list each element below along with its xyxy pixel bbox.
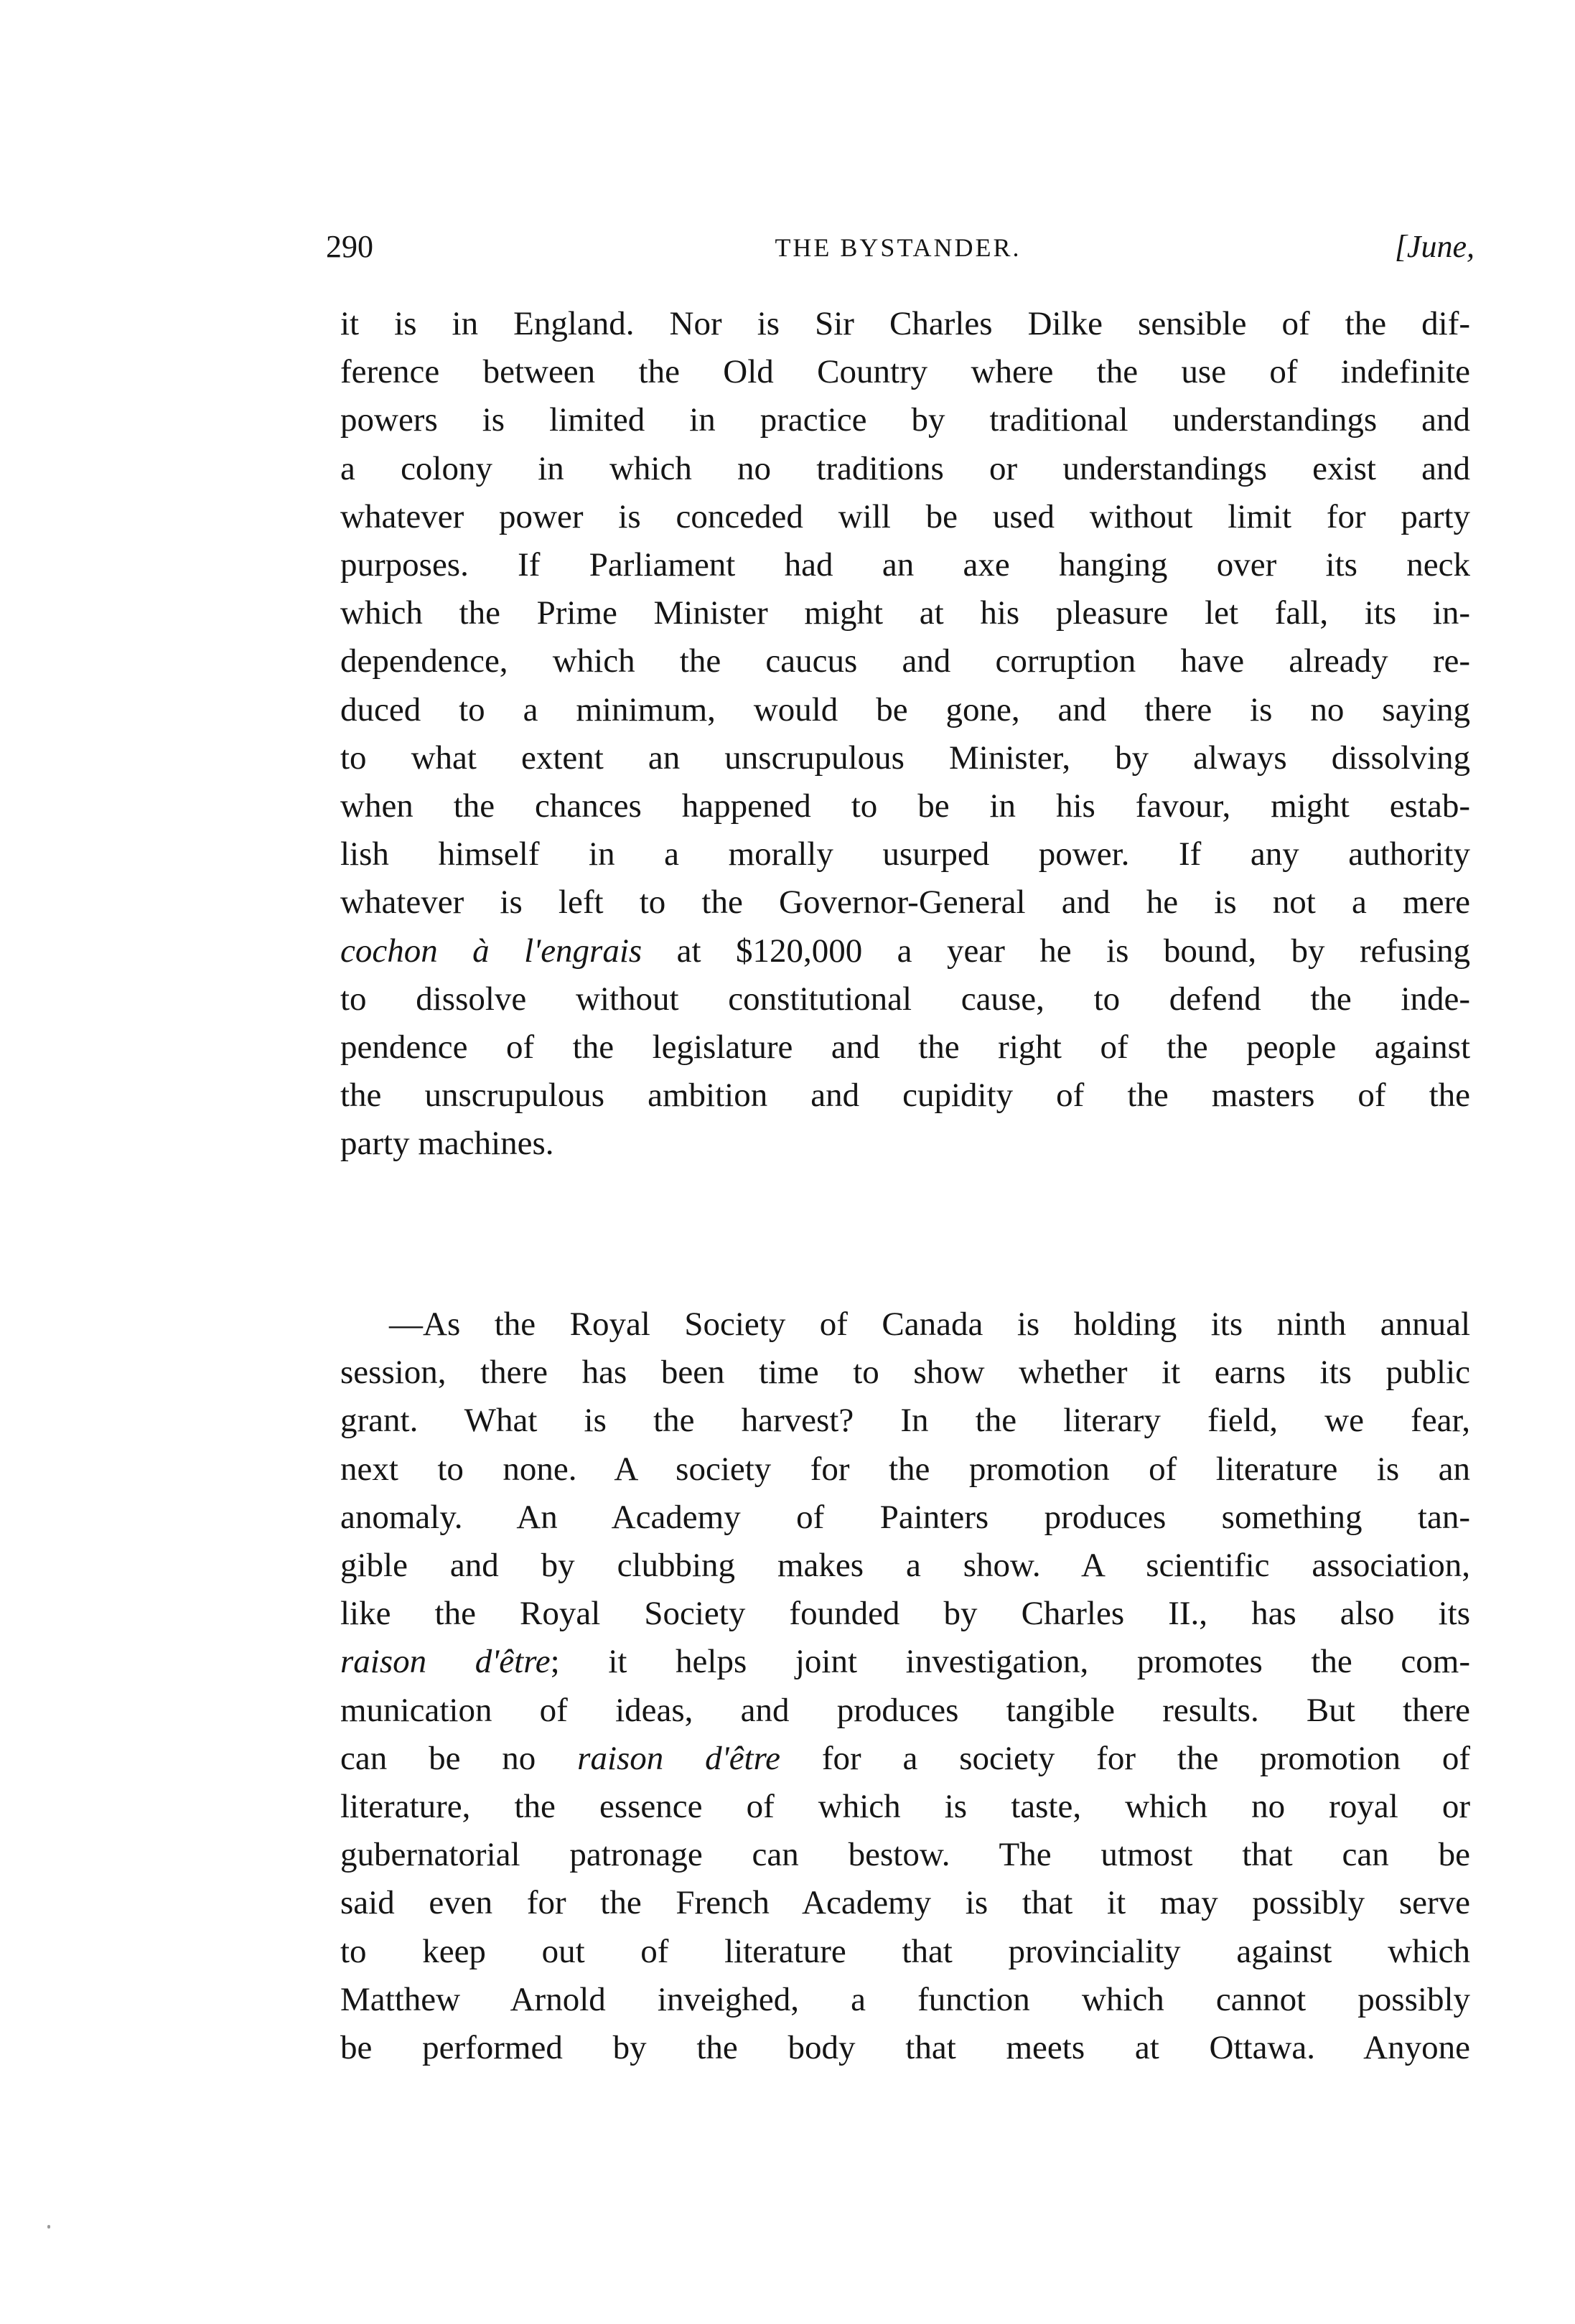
text-line: ference between the Old Country where the use of indefinite bbox=[340, 353, 1470, 391]
text-line: whatever is left to the Governor-General and he is not a mere bbox=[340, 884, 1470, 922]
text-line: to dissolve without constitutional cause, to defend the inde- bbox=[340, 980, 1470, 1018]
text-line: the unscrupulous ambition and cupidity of the masters of the bbox=[340, 1077, 1470, 1115]
scan-speck bbox=[47, 2225, 50, 2229]
text-line: it is in England. Nor is Sir Charles Dilke sensible of the dif- bbox=[340, 305, 1470, 342]
running-header bbox=[322, 228, 1474, 271]
text-line: Matthew Arnold inveighed, a function which cannot possibly bbox=[340, 1980, 1470, 2018]
text-line: when the chances happened to be in his favour, might estab- bbox=[340, 787, 1470, 825]
text-line: —As the Royal Society of Canada is holding its ninth annual bbox=[389, 1306, 1470, 1343]
text-line: said even for the French Academy is that it may possibly serve bbox=[340, 1884, 1470, 1922]
running-title: THE BYSTANDER. bbox=[775, 233, 1022, 262]
text-line: party machines. bbox=[340, 1125, 554, 1163]
text-line: anomaly. An Academy of Painters produces something tan- bbox=[340, 1498, 1470, 1536]
italic-phrase: raison d'être bbox=[340, 1643, 551, 1681]
text-line: next to none. A society for the promotion of literature is an bbox=[340, 1450, 1470, 1488]
text-line: like the Royal Society founded by Charles II., has also its bbox=[340, 1595, 1470, 1633]
text-line: lish himself in a morally usurped power. If any authority bbox=[340, 835, 1470, 873]
text-segment: ; it helps joint investigation, promotes the com- bbox=[550, 1643, 1470, 1681]
text-line: to keep out of literature that provinciality against which bbox=[340, 1932, 1470, 1970]
text-line: dependence, which the caucus and corruption have already re- bbox=[340, 642, 1470, 680]
paragraph-royal-society bbox=[340, 1301, 1470, 2072]
text-line: powers is limited in practice by traditional understandings and bbox=[340, 401, 1470, 439]
text-line: session, there has been time to show whether it earns its public bbox=[340, 1354, 1470, 1392]
text-line: grant. What is the harvest? In the literary field, we fear, bbox=[340, 1402, 1470, 1440]
text-line-mixed bbox=[340, 927, 1470, 975]
text-line: be performed by the body that meets at Ottawa. Anyone bbox=[340, 2029, 1470, 2067]
text-line: purposes. If Parliament had an axe hanging over its neck bbox=[340, 546, 1470, 584]
text-line-mixed bbox=[340, 1638, 1470, 1686]
text-segment: can be no bbox=[340, 1739, 536, 1777]
text-line: which the Prime Minister might at his pleasure let fall, its in- bbox=[340, 594, 1470, 632]
text-line: gubernatorial patronage can bestow. The utmost that can be bbox=[340, 1836, 1470, 1874]
paragraph-dilke bbox=[340, 300, 1470, 1168]
text-line: whatever power is conceded will be used without limit for party bbox=[340, 497, 1470, 535]
page-number: 290 bbox=[326, 229, 373, 264]
text-segment: for a society for the promotion of bbox=[821, 1739, 1470, 1777]
text-line: duced to a minimum, would be gone, and there is no saying bbox=[340, 690, 1470, 728]
text-line-mixed bbox=[340, 1735, 1470, 1783]
text-line: gible and by clubbing makes a show. A scientific association, bbox=[340, 1547, 1470, 1585]
text-line: munication of ideas, and produces tangible results. But there bbox=[340, 1691, 1470, 1729]
text-segment: at $120,000 a year he is bound, by refusing bbox=[676, 932, 1470, 970]
text-line: literature, the essence of which is taste, which no royal or bbox=[340, 1788, 1470, 1826]
italic-phrase: raison d'être bbox=[577, 1739, 781, 1777]
running-date: [June, bbox=[1394, 229, 1474, 264]
text-line: to what extent an unscrupulous Minister, by always dissolving bbox=[340, 739, 1470, 777]
italic-phrase: cochon à l'engrais bbox=[340, 932, 642, 970]
text-line: a colony in which no traditions or understandings exist and bbox=[340, 449, 1470, 487]
text-line: pendence of the legislature and the right of the people against bbox=[340, 1029, 1470, 1067]
